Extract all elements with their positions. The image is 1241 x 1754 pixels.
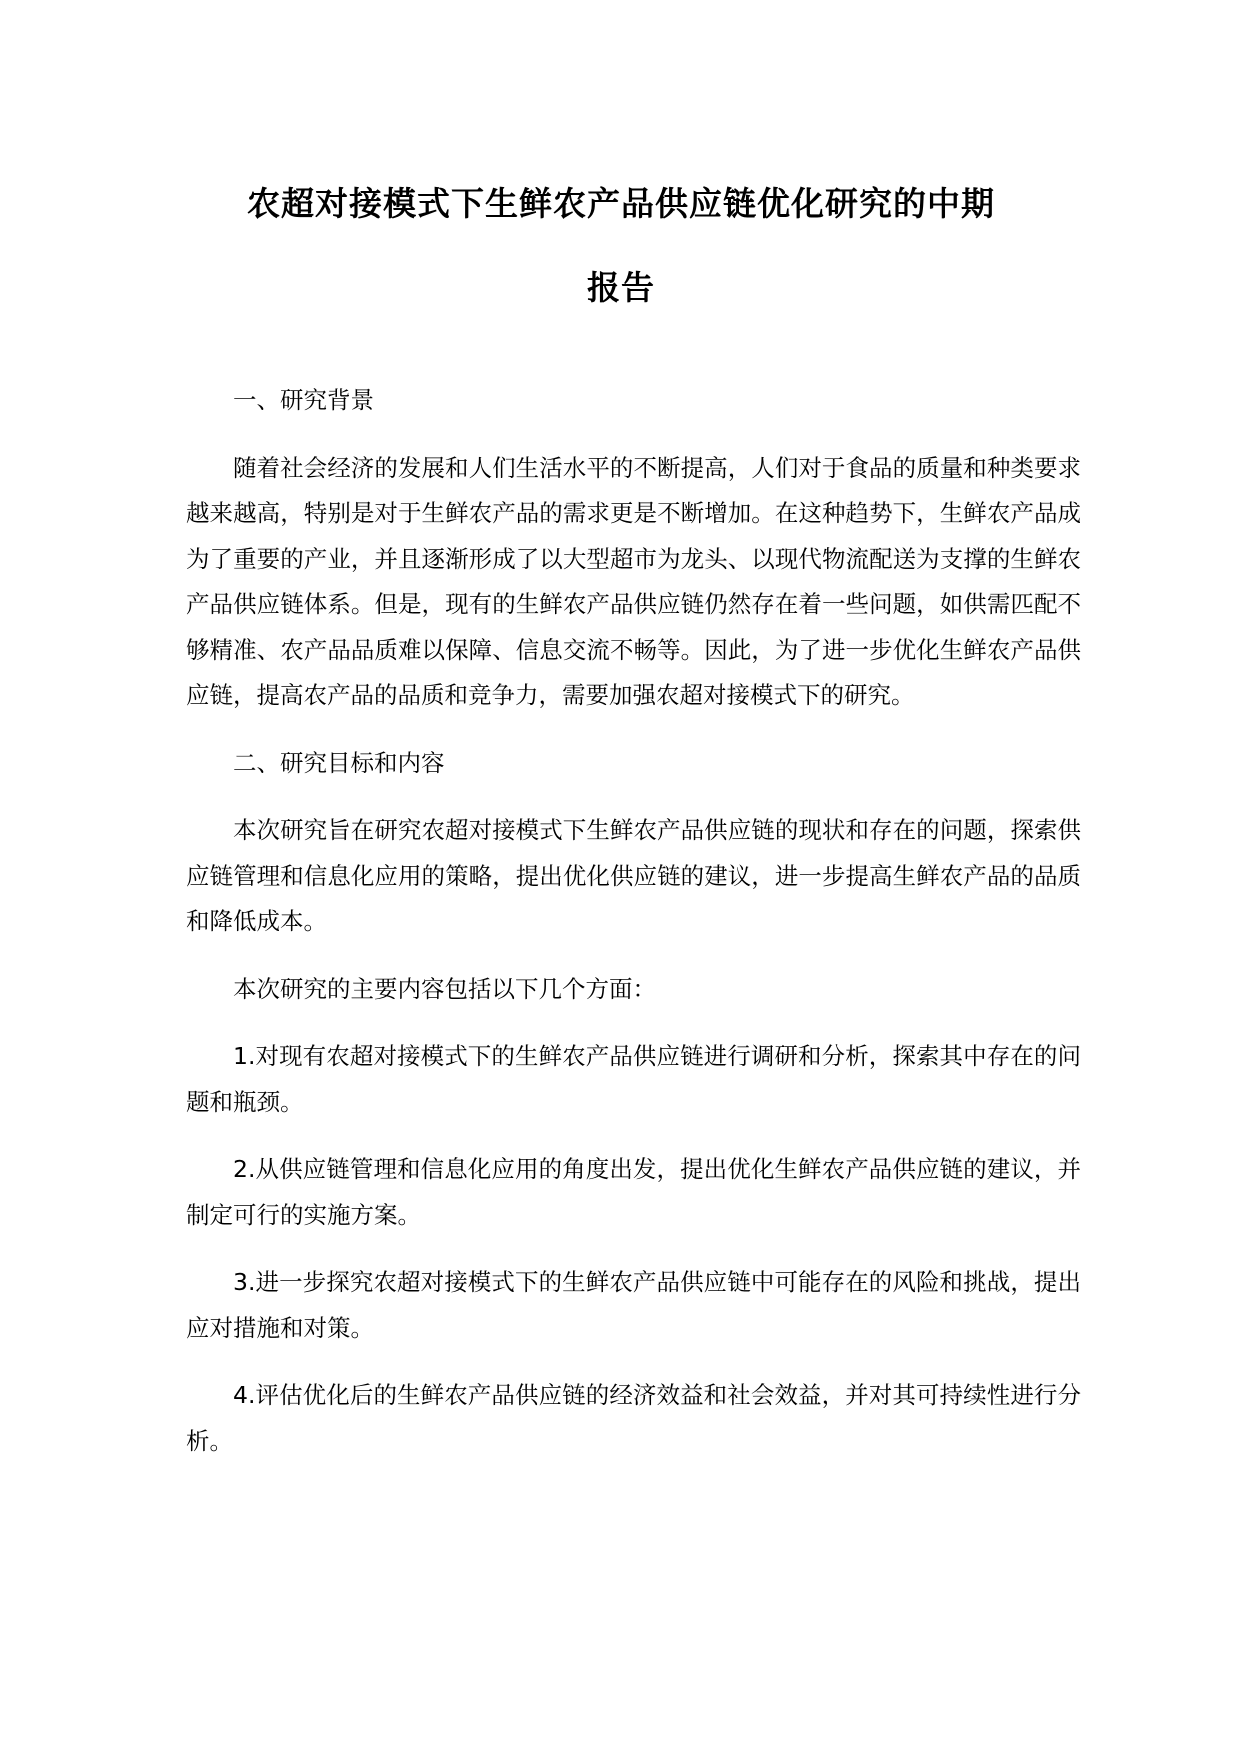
document-title-line-1: 农超对接模式下生鲜农产品供应链优化研究的中期 [247, 184, 995, 223]
list-item-1: 1.对现有农超对接模式下的生鲜农产品供应链进行调研和分析，探索其中存在的问题和瓶颈。 [186, 1042, 1081, 1116]
section-heading-background: 一、研究背景 [233, 386, 374, 414]
list-item-3: 3.进一步探究农超对接模式下的生鲜农产品供应链中可能存在的风险和挑战，提出应对措施和对策。 [186, 1268, 1081, 1342]
paragraph-content-intro: 本次研究的主要内容包括以下几个方面： [233, 974, 656, 1003]
paragraph-background: 随着社会经济的发展和人们生活水平的不断提高，人们对于食品的质量和种类要求越来越高，特别是对于生鲜农产品的需求更是不断增加。在这种趋势下，生鲜农产品成为了重要的产业，并且逐渐形成了以大型超市为龙头、以现代物流配送为支撑的生鲜农产品供应链体系。但是，现有的生鲜农产品供应链仍然存在着一些问题，如供需匹配不够精准、农产品品质难以保障、信息交流不畅等。因此，为了进一步优化生鲜农产品供应链，提高农产品的品质和竞争力，需要加强农超对接模式下的研究。 [186, 453, 1081, 709]
document-body [186, 378, 1081, 1486]
section-heading-goals: 二、研究目标和内容 [233, 748, 445, 777]
list-item-2: 2.从供应链管理和信息化应用的角度出发，提出优化生鲜农产品供应链的建议，并制定可行的实施方案。 [186, 1155, 1081, 1229]
paragraph-goals: 本次研究旨在研究农超对接模式下生鲜农产品供应链的现状和存在的问题，探索供应链管理和信息化应用的策略，提出优化供应链的建议，进一步提高生鲜农产品的品质和降低成本。 [186, 816, 1081, 935]
document-title-line-2: 报告 [587, 268, 655, 307]
list-item-4: 4.评估优化后的生鲜农产品供应链的经济效益和社会效益，并对其可持续性进行分析。 [186, 1381, 1081, 1455]
